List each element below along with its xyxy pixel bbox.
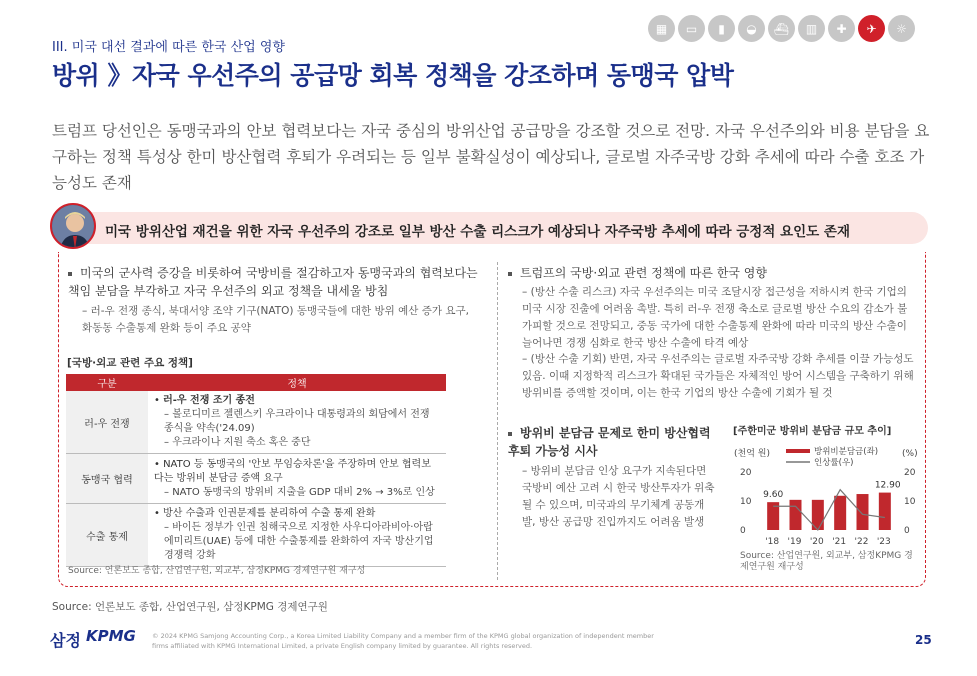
x-tick-label: '19 <box>787 537 802 547</box>
table-header-policy: 정책 <box>148 374 446 391</box>
y-right-label: (%) <box>902 449 918 459</box>
kpmg-logo: KPMG <box>86 627 136 645</box>
chart-bar <box>834 496 846 530</box>
x-tick-label: '22 <box>854 537 869 547</box>
table-cell-policy: • 방산 수출과 인권문제를 분리하여 수출 통제 완화 – 바이든 정부가 인권 침해국으로 지정한 사우디아라비아·아랍에미리트(UAE) 등에 대한 수출통제를 완화하여 자국 방산기업 경쟁력 강화 <box>148 504 446 567</box>
table-row <box>66 504 446 567</box>
chart-bar <box>879 493 891 530</box>
y-right-tick: 0 <box>904 526 910 536</box>
chart-legend <box>786 446 878 468</box>
table-cell-category: 수출 통제 <box>66 504 148 567</box>
policy-table-title: [국방·외교 관련 주요 정책] <box>67 357 193 369</box>
legal-notice: © 2024 KPMG Samjong Accounting Corp., a Korea Limited Liability Company and a member firm of the KPMG global organization of independent member firms affiliated with KPMG International Limited, a private English company limited by guarantee. All rights reserved. <box>152 632 654 650</box>
industry-nav <box>648 15 915 42</box>
table-cell-category: 동맹국 협력 <box>66 454 148 504</box>
chart-bar <box>857 494 869 530</box>
table-source: Source: 언론보도 종합, 산업연구원, 외교부, 삼정KPMG 경제연구원 재구성 <box>68 566 366 576</box>
ship-icon[interactable]: ⛴ <box>768 15 795 42</box>
left-bullet-1-sub: – 러-우 전쟁 종식, 북대서양 조약 기구(NATO) 동맹국들에 대한 방위 예산 증가 요구, 화동동 수출통제 완화 등이 주요 공약 <box>82 305 470 334</box>
y-left-tick: 20 <box>740 468 752 478</box>
car-icon[interactable]: ◒ <box>738 15 765 42</box>
footer-source: Source: 언론보도 종합, 산업연구원, 삼정KPMG 경제연구원 <box>52 601 328 613</box>
chart-bar <box>790 500 802 530</box>
section-label: III. 미국 대선 결과에 따른 한국 산업 영향 <box>52 40 285 55</box>
chart-source: Source: 산업연구원, 외교부, 삼정KPMG 경제연구원 재구성 <box>740 551 913 572</box>
column-divider <box>497 262 498 580</box>
bar-value-label: 9.60 <box>763 490 784 501</box>
table-cell-category: 러-우 전쟁 <box>66 391 148 454</box>
left-bullet-1-text: 미국의 군사력 증강을 비롯하여 국방비를 절감하고자 동맹국과의 협력보다는 책임 분담을 부각하고 자국 우선주의 외교 정책을 내세울 방침 <box>68 266 478 298</box>
y-left-tick: 10 <box>740 497 752 507</box>
banner-text: 미국 방위산업 재건을 위한 자국 우선주의 강조로 일부 방산 수출 리스크가 예상되나 자주국방 추세에 따라 긍정적 요인도 존재 <box>105 224 850 240</box>
right-para-2: – (방산 수출 기회) 반면, 자국 우선주의는 글로벌 자주국방 강화 추세를 이끌 가능성도 있음. 이때 지정학적 리스크가 확대된 국가들은 자체적인 방어 시스템을 구축하기 위해 방위비를 증액할 것이며, 이는 한국 기업의 방산 수출에 기회가 될 것 <box>522 353 914 399</box>
defense-jet-icon[interactable]: ✈ <box>858 15 885 42</box>
page-number: 25 <box>915 633 932 647</box>
display-icon[interactable]: ▭ <box>678 15 705 42</box>
right-bullet-1: 트럼프의 국방·외교 관련 정책에 따른 한국 영향 <box>508 264 918 282</box>
y-left-label: (천억 원) <box>734 449 770 459</box>
brand-samjong: 삼정 <box>50 631 81 650</box>
x-tick-label: '21 <box>832 537 847 547</box>
table-row <box>66 391 446 454</box>
y-right-tick: 20 <box>904 468 916 478</box>
table-cell-policy: • 러-우 전쟁 조기 종전 – 볼로디미르 젤렌스키 우크라이나 대통령과의 회담에서 전쟁 종식을 약속('24.09) – 우크라이나 지원 축소 혹은 중단 <box>148 391 446 454</box>
x-tick-label: '23 <box>876 537 891 547</box>
chart-title: [주한미군 방위비 분담금 규모 추이] <box>733 426 892 437</box>
building-icon[interactable]: ▥ <box>798 15 825 42</box>
avatar <box>50 203 96 249</box>
table-header-cat: 구분 <box>66 374 148 391</box>
page-title: 방위 》자국 우선주의 공급망 회복 정책을 강조하며 동맹국 압박 <box>52 61 734 90</box>
y-left-tick: 0 <box>740 526 746 536</box>
table-row <box>66 454 446 504</box>
lead-summary: 트럼프 당선인은 동맹국과의 안보 협력보다는 자국 중심의 방위산업 공급망을 강조할 것으로 전망. 자국 우선주의와 비용 분담을 요구하는 정책 특성상 한미 방산협력 후퇴가 우려되는 등 일부 불확실성이 예상되나, 글로벌 자주국방 강화 추세에 따라 수출 호조 가능성도 존재 <box>52 122 930 192</box>
right-bullet-2: 방위비 분담금 문제로 한미 방산협력 후퇴 가능성 시사 <box>508 426 711 458</box>
battery-icon[interactable]: ▮ <box>708 15 735 42</box>
pharma-icon[interactable]: ✚ <box>828 15 855 42</box>
solar-icon[interactable]: ☼ <box>888 15 915 42</box>
left-bullet-1 <box>68 264 486 300</box>
y-right-tick: 10 <box>904 497 916 507</box>
chip-icon[interactable]: ▦ <box>648 15 675 42</box>
x-tick-label: '18 <box>765 537 780 547</box>
legend-bar: 방위비분담금(좌) <box>814 447 879 457</box>
x-tick-label: '20 <box>809 537 824 547</box>
legend-line: 인상률(우) <box>814 458 854 468</box>
right-para-1: – (방산 수출 리스크) 자국 우선주의는 미국 조달시장 접근성을 저하시켜 한국 기업의 미국 시장 진출에 어려움 촉발. 특히 러-우 전쟁 축소로 글로벌 방산 수요의 감소가 불가피할 것으로 전망되고, 중동 국가에 대한 수출통제 완화에 따라 미국의 방산 수출이 늘어나면 경쟁 심화로 한국 방산 수출에 타격 예상 <box>522 286 908 349</box>
table-cell-policy: • NATO 등 동맹국의 '안보 무임승차론'을 주장하며 안보 협력보다는 방위비 분담금 증액 요구 – NATO 동맹국의 방위비 지출을 GDP 대비 2% → 3%로 인상 <box>148 454 446 504</box>
policy-table <box>66 374 446 567</box>
bar-value-label: 12.90 <box>874 480 901 491</box>
right-bullet-2-sub: – 방위비 분담금 인상 요구가 지속된다면 국방비 예산 고려 시 한국 방산투자가 위축될 수 있으며, 미국과의 무기체계 공동개발, 방산 공급망 진입까지도 어려움 발생 <box>522 465 715 528</box>
